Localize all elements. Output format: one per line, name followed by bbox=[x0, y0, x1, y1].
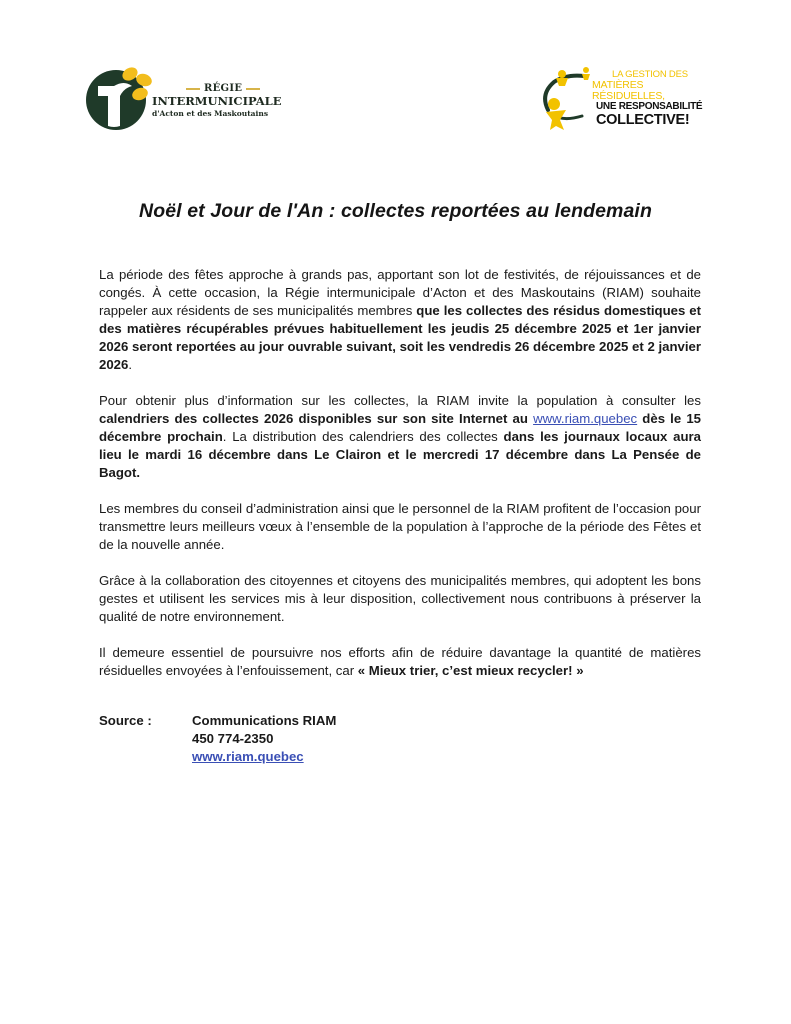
logo-responsabilite-text: UNE RESPONSABILITÉ bbox=[596, 101, 703, 112]
p1-text: La période des fêtes approche à grands pas, apportant son lot de festivités, de réjouissances et de congés. À cette occasion, la Régie intermunicipale d’Acton et des Maskoutains (RIAM) souhaite rappeler aux résidents de ses municipalités membres bbox=[99, 267, 701, 318]
riam-logo bbox=[84, 64, 294, 132]
p2-bold-distribution: dans les journaux locaux aura lieu le mardi 16 décembre dans Le Clairon et le mercredi 17 décembre dans La Pensée de Bagot. bbox=[99, 429, 702, 480]
source-phone: 450 774-2350 bbox=[192, 731, 274, 746]
slogan: « Mieux trier, c’est mieux recycler! » bbox=[357, 663, 584, 678]
logo-matieres-text: MATIÈRES RÉSIDUELLES, bbox=[592, 78, 665, 102]
gestion-matieres-logo bbox=[538, 64, 718, 132]
logo-regie-text: RÉGIE bbox=[182, 84, 282, 94]
paragraph-4: Grâce à la collaboration des citoyennes et citoyens des municipalités membres, qui adoptent les bons gestes et utilisent les services mis à leur disposition, collectivement nous contribuons à préserver la qualité de notre environnement. bbox=[99, 573, 701, 624]
p2-text: Pour obtenir plus d’information sur les collectes, la RIAM invite la population à consulter les bbox=[99, 393, 701, 408]
website-link[interactable]: www.riam.quebec bbox=[533, 411, 638, 426]
paragraph-2 bbox=[99, 392, 701, 482]
source-label: Source : bbox=[99, 713, 152, 728]
document-body bbox=[99, 266, 701, 698]
p2-text-2: . La distribution des calendriers des collectes bbox=[222, 429, 504, 444]
p5-text: Il demeure essentiel de poursuivre nos efforts afin de réduire davantage la quantité de matières résiduelles envoyées à l’enfouissement, car bbox=[99, 645, 701, 678]
logo-acton-text: d'Acton et des Maskoutains bbox=[152, 108, 269, 118]
riam-emblem-icon bbox=[84, 64, 152, 132]
p2-bold-date: dès le 15 décembre prochain bbox=[99, 411, 701, 444]
logo-gestion-text: LA GESTION DES bbox=[612, 69, 688, 80]
p1-bold-text: que les collectes des résidus domestiques et des matières récupérables prévues habituellement les jeudis 25 décembre 2025 et 1er janvier 2026 seront reportées au jour ouvrable suivant, soit les vendredis 26 décembre 2025 et 2 janvier 2026 bbox=[99, 303, 701, 372]
p2-bold-text: calendriers des collectes 2026 disponibles sur son site Internet au bbox=[99, 411, 534, 426]
page-title: Noël et Jour de l'An : collectes reportées au lendemain bbox=[139, 200, 652, 222]
source-website-link[interactable]: www.riam.quebec bbox=[192, 749, 304, 764]
source-org: Communications RIAM bbox=[192, 713, 337, 728]
paragraph-3: Les membres du conseil d’administration ainsi que le personnel de la RIAM profitent de l’occasion pour transmettre leurs meilleurs vœux à l’ensemble de la population à l’approche de la période des Fêtes et de la nouvelle année. bbox=[99, 501, 701, 552]
p1-end: . bbox=[128, 357, 133, 372]
paragraph-5 bbox=[99, 644, 701, 680]
logo-intermunicipale-text: INTERMUNICIPALE bbox=[152, 94, 282, 108]
logo-collective-text: COLLECTIVE! bbox=[596, 111, 690, 128]
paragraph-1 bbox=[99, 266, 701, 374]
